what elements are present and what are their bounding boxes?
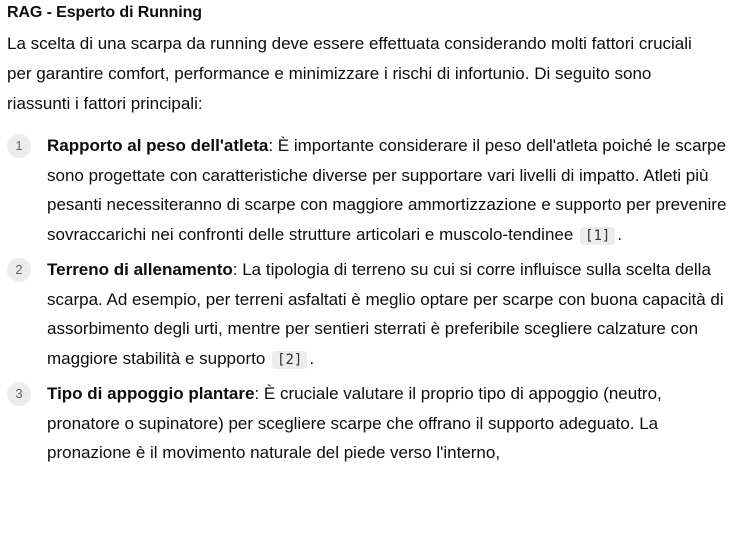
list-item	[7, 255, 731, 375]
list-item	[7, 379, 731, 468]
intro-paragraph: La scelta di una scarpa da running deve essere effettuata considerando molti fattori cruciali per garantire comfort, performance e minimizzare i rischi di infortunio. Di seguito sono riassunti i fattori principali:	[7, 34, 692, 113]
sentence-end: .	[617, 224, 623, 244]
factor-term: Terreno di allenamento	[47, 260, 233, 279]
factor-term: Rapporto al peso dell'atleta	[47, 136, 269, 155]
citation-link[interactable]: [1]	[580, 227, 615, 245]
factor-description: : È importante considerare il peso dell'atleta poiché le scarpe sono progettate con caratteristiche diverse per supportare vari livelli di impatto. Atleti più pesanti necessiteranno di scarpe con maggiore ammortizzazione e supporto per prevenire sovraccarichi nei confronti delle strutture articolari e muscolo-tendinee	[47, 136, 727, 244]
factor-list	[7, 131, 731, 468]
message-title: RAG - Esperto di Running	[7, 4, 202, 21]
citation-link[interactable]: [2]	[272, 351, 307, 369]
factor-description: : La tipologia di terreno su cui si corre influisce sulla scelta della scarpa. Ad esempio, per terreni asfaltati è meglio optare per scarpe con buona capacità di assorbimento degli urti, mentre per sentieri sterrati è preferibile scegliere calzature con maggiore stabilità e supporto	[47, 260, 724, 368]
list-number-badge: 3	[7, 382, 31, 406]
list-item	[7, 131, 731, 251]
list-number-badge: 1	[7, 134, 31, 158]
factor-term: Tipo di appoggio plantare	[47, 384, 255, 403]
list-number-badge: 2	[7, 258, 31, 282]
chat-message	[7, 0, 731, 472]
factor-description: : È cruciale valutare il proprio tipo di appoggio (neutro, pronatore o supinatore) per scegliere scarpe che offrano il supporto adeguato. La pronazione è il movimento naturale del piede verso l'interno,	[47, 384, 662, 462]
sentence-end: .	[309, 348, 315, 368]
